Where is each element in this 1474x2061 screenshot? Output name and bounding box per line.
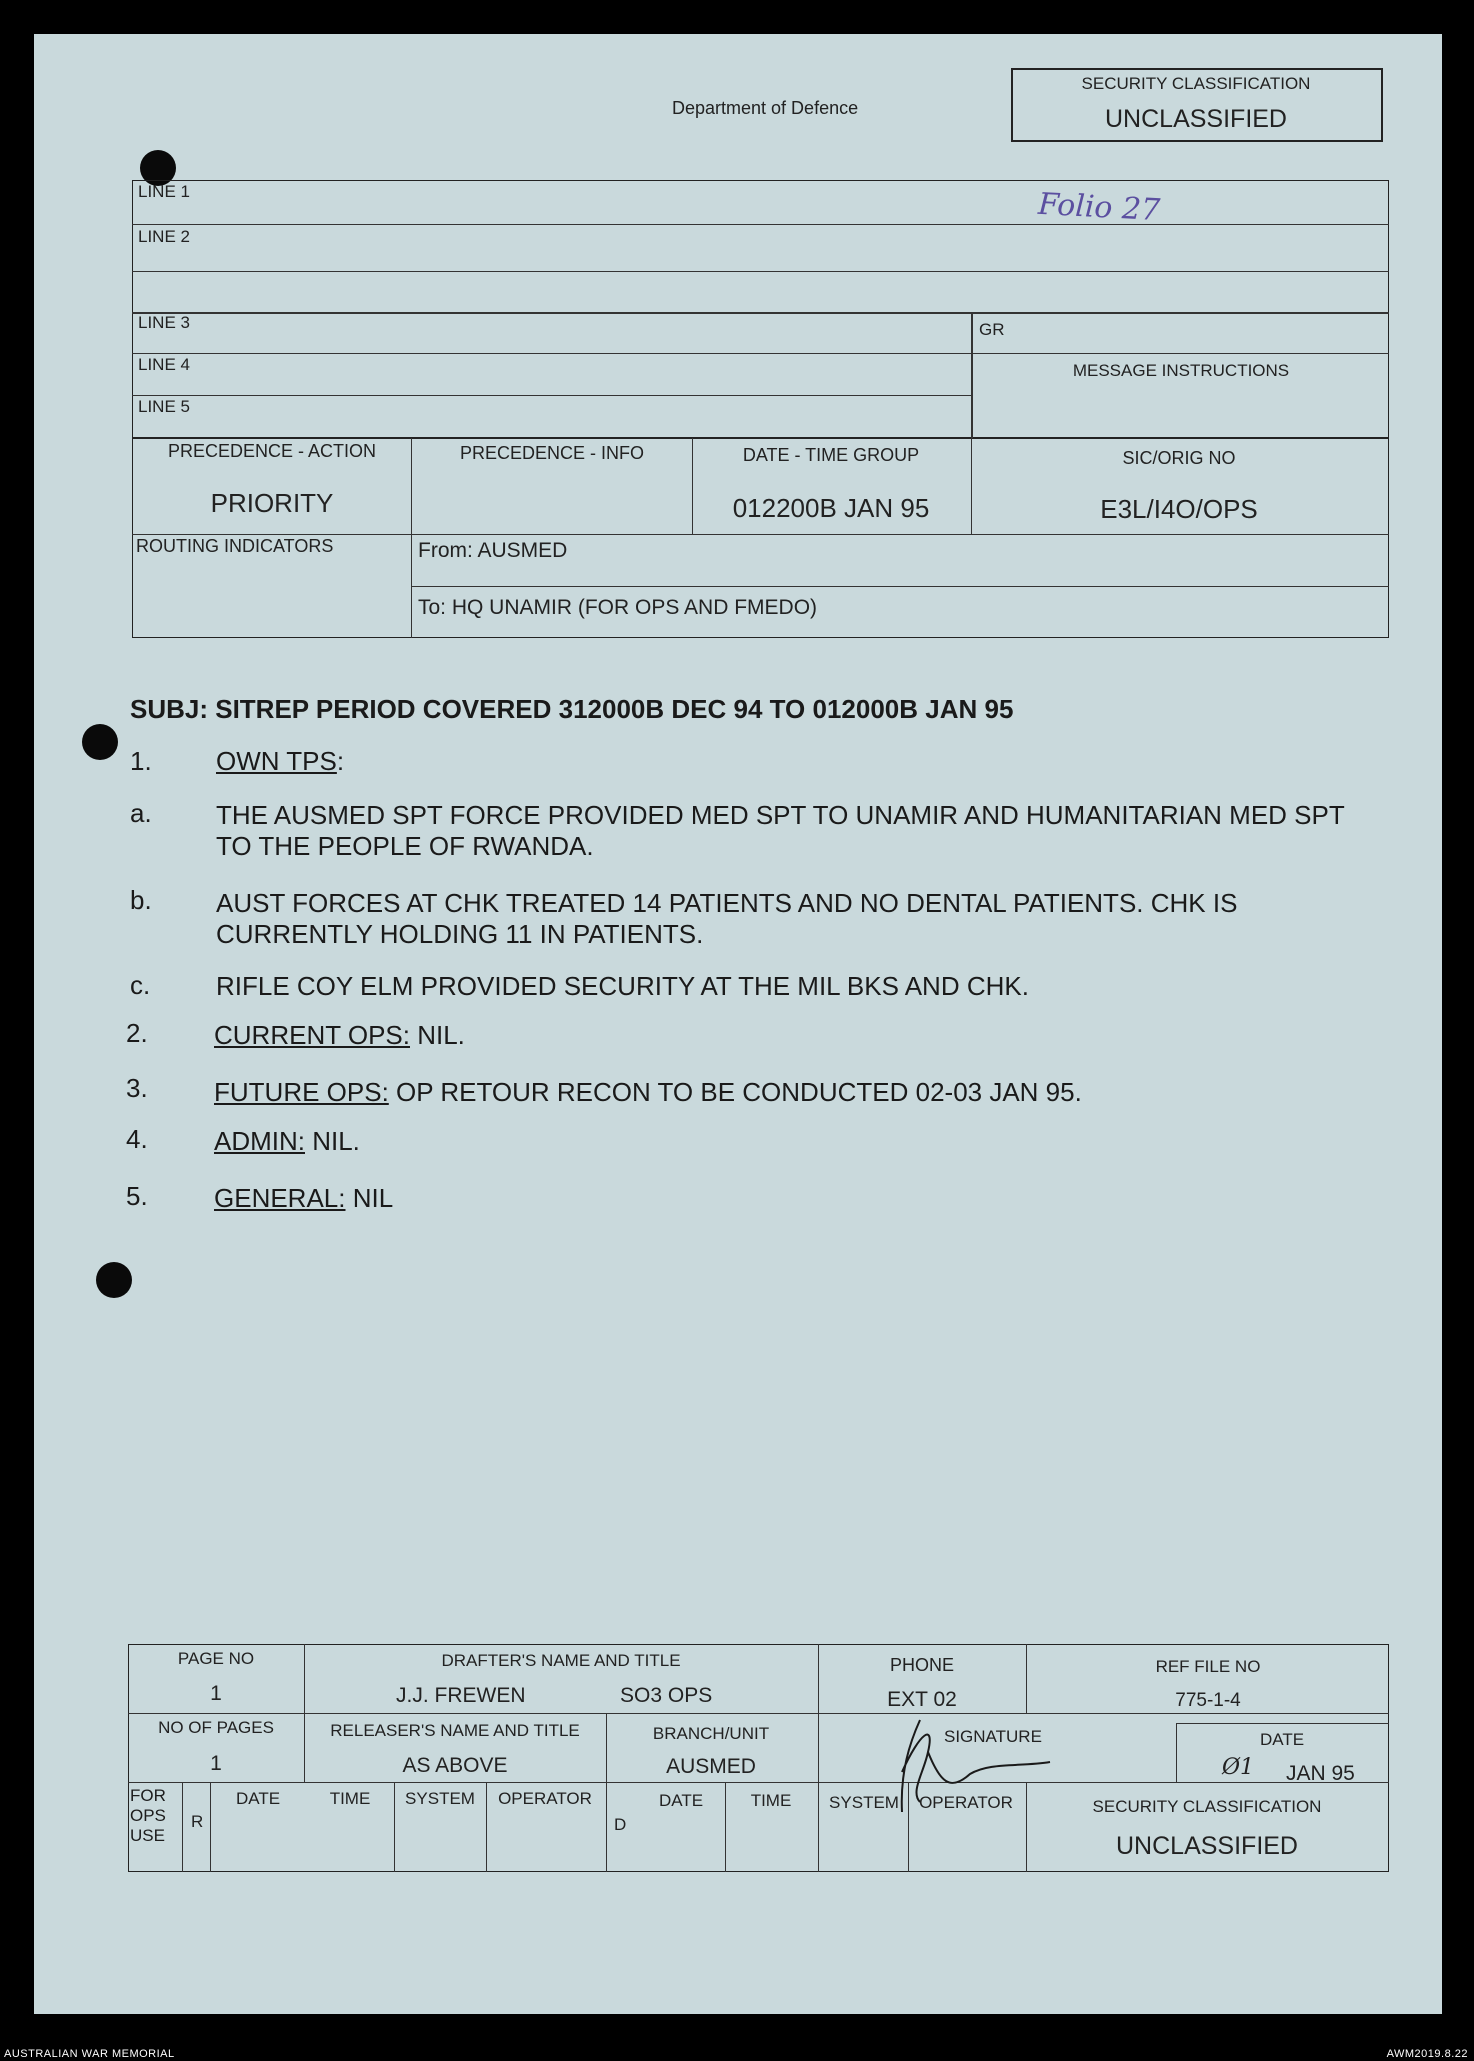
for-ops-use-label: FOR OPS USE xyxy=(130,1786,166,1845)
time-col-2: TIME xyxy=(750,1791,792,1810)
releaser-label: RELEASER'S NAME AND TITLE xyxy=(330,1721,580,1740)
department-title: Department of Defence xyxy=(672,98,859,118)
item-2-heading: CURRENT OPS: xyxy=(214,1020,410,1050)
punch-hole-bottom xyxy=(96,1262,132,1298)
drafter-title: SO3 OPS xyxy=(620,1684,713,1707)
ref-file-value: 775-1-4 xyxy=(1175,1690,1241,1711)
no-of-pages-label: NO OF PAGES xyxy=(158,1718,274,1737)
item-3-heading: FUTURE OPS: xyxy=(214,1077,389,1107)
item-5-heading: GENERAL: xyxy=(214,1183,346,1213)
drafter-name: J.J. FREWEN xyxy=(396,1684,526,1707)
item-c-number: c. xyxy=(130,970,151,1000)
handwritten-day: Ø1 xyxy=(1222,1755,1255,1780)
line-5-label: LINE 5 xyxy=(138,397,190,416)
item-1-content xyxy=(216,746,344,777)
date-label-footer: DATE xyxy=(1259,1730,1305,1749)
date-value-footer: JAN 95 xyxy=(1286,1762,1355,1785)
item-4-content xyxy=(214,1126,360,1157)
r-label: R xyxy=(191,1812,204,1831)
line-1-label: LINE 1 xyxy=(138,182,190,201)
item-b-text: AUST FORCES AT CHK TREATED 14 PATIENTS AND NO DENTAL PATIENTS. CHK IS CURRENTLY HOLDING 11 IN PATIENTS. xyxy=(216,888,1238,949)
punch-hole-middle xyxy=(82,724,118,760)
archive-reference: AWM2019.8.22 xyxy=(1386,2048,1468,2060)
item-1-heading: OWN TPS xyxy=(216,746,337,776)
security-classification-label-top: SECURITY CLASSIFICATION xyxy=(1081,74,1311,93)
gr-label: GR xyxy=(979,320,1005,339)
to-address: To: HQ UNAMIR (FOR OPS AND FMEDO) xyxy=(418,596,818,619)
system-col-1: SYSTEM xyxy=(405,1789,475,1808)
item-4-heading: ADMIN: xyxy=(214,1126,305,1156)
item-3-content xyxy=(214,1077,1082,1108)
precedence-action-label: PRECEDENCE - ACTION xyxy=(167,441,377,461)
time-col-1: TIME xyxy=(329,1789,371,1808)
item-2-content xyxy=(214,1020,465,1051)
line-3-label: LINE 3 xyxy=(138,313,190,332)
date-time-group-value: 012200B JAN 95 xyxy=(732,493,930,523)
phone-value: EXT 02 xyxy=(887,1688,957,1711)
date-col-1: DATE xyxy=(235,1789,281,1808)
date-col-2: DATE xyxy=(658,1791,704,1810)
handwritten-folio-number: Folio 27 xyxy=(1037,186,1162,229)
releaser-value: AS ABOVE xyxy=(402,1754,508,1777)
security-classification-label-bottom: SECURITY CLASSIFICATION xyxy=(1092,1797,1322,1816)
item-1-after: : xyxy=(336,746,345,776)
message-instructions-label: MESSAGE INSTRUCTIONS xyxy=(1072,361,1290,380)
item-5-content xyxy=(214,1183,393,1214)
ref-file-label: REF FILE NO xyxy=(1155,1657,1261,1676)
d-label: D xyxy=(614,1815,627,1834)
branch-unit-value: AUSMED xyxy=(666,1755,756,1778)
page-no-value: 1 xyxy=(210,1682,222,1705)
item-a-text: THE AUSMED SPT FORCE PROVIDED MED SPT TO UNAMIR AND HUMANITARIAN MED SPT TO THE PEOPLE OF RWANDA. xyxy=(216,800,1345,861)
item-a-number: a. xyxy=(130,798,152,828)
item-2-number: 2. xyxy=(126,1018,148,1048)
precedence-info-label: PRECEDENCE - INFO xyxy=(459,443,645,463)
item-1-number: 1. xyxy=(130,746,152,776)
sic-orig-no-label: SIC/ORIG NO xyxy=(1122,448,1236,468)
item-b-number: b. xyxy=(130,885,152,915)
operator-col-1: OPERATOR xyxy=(498,1789,592,1808)
line-2-label: LINE 2 xyxy=(138,227,190,246)
drafter-label: DRAFTER'S NAME AND TITLE xyxy=(441,1651,681,1670)
date-time-group-label: DATE - TIME GROUP xyxy=(742,445,920,465)
item-4-after: NIL. xyxy=(305,1126,360,1156)
item-3-number: 3. xyxy=(126,1073,148,1103)
routing-indicators-label: ROUTING INDICATORS xyxy=(136,536,334,556)
item-c-text: RIFLE COY ELM PROVIDED SECURITY AT THE MIL BKS AND CHK. xyxy=(216,971,1029,1001)
operator-col-2: OPERATOR xyxy=(919,1793,1013,1812)
address-block xyxy=(132,180,1389,438)
security-classification-value-top: UNCLASSIFIED xyxy=(1105,105,1287,133)
item-4-number: 4. xyxy=(126,1124,148,1154)
subject-line: SUBJ: SITREP PERIOD COVERED 312000B DEC 94 TO 012000B JAN 95 xyxy=(130,694,1014,724)
phone-label: PHONE xyxy=(889,1655,955,1675)
system-col-2: SYSTEM xyxy=(829,1793,899,1812)
precedence-action-value: PRIORITY xyxy=(210,488,334,518)
signature-label: SIGNATURE xyxy=(944,1727,1042,1746)
item-5-after: NIL xyxy=(345,1183,394,1213)
archive-name: AUSTRALIAN WAR MEMORIAL xyxy=(4,2048,175,2060)
no-of-pages-value: 1 xyxy=(210,1752,222,1775)
item-3-after: OP RETOUR RECON TO BE CONDUCTED 02-03 JAN 95. xyxy=(388,1077,1082,1107)
page-no-label: PAGE NO xyxy=(177,1649,255,1668)
item-2-after: NIL. xyxy=(410,1020,465,1050)
sic-orig-no-value: E3L/I4O/OPS xyxy=(1100,494,1258,524)
security-classification-value-bottom: UNCLASSIFIED xyxy=(1116,1832,1298,1860)
branch-unit-label: BRANCH/UNIT xyxy=(652,1724,770,1743)
item-5-number: 5. xyxy=(126,1181,148,1211)
from-address: From: AUSMED xyxy=(418,539,568,562)
line-4-label: LINE 4 xyxy=(138,355,190,374)
